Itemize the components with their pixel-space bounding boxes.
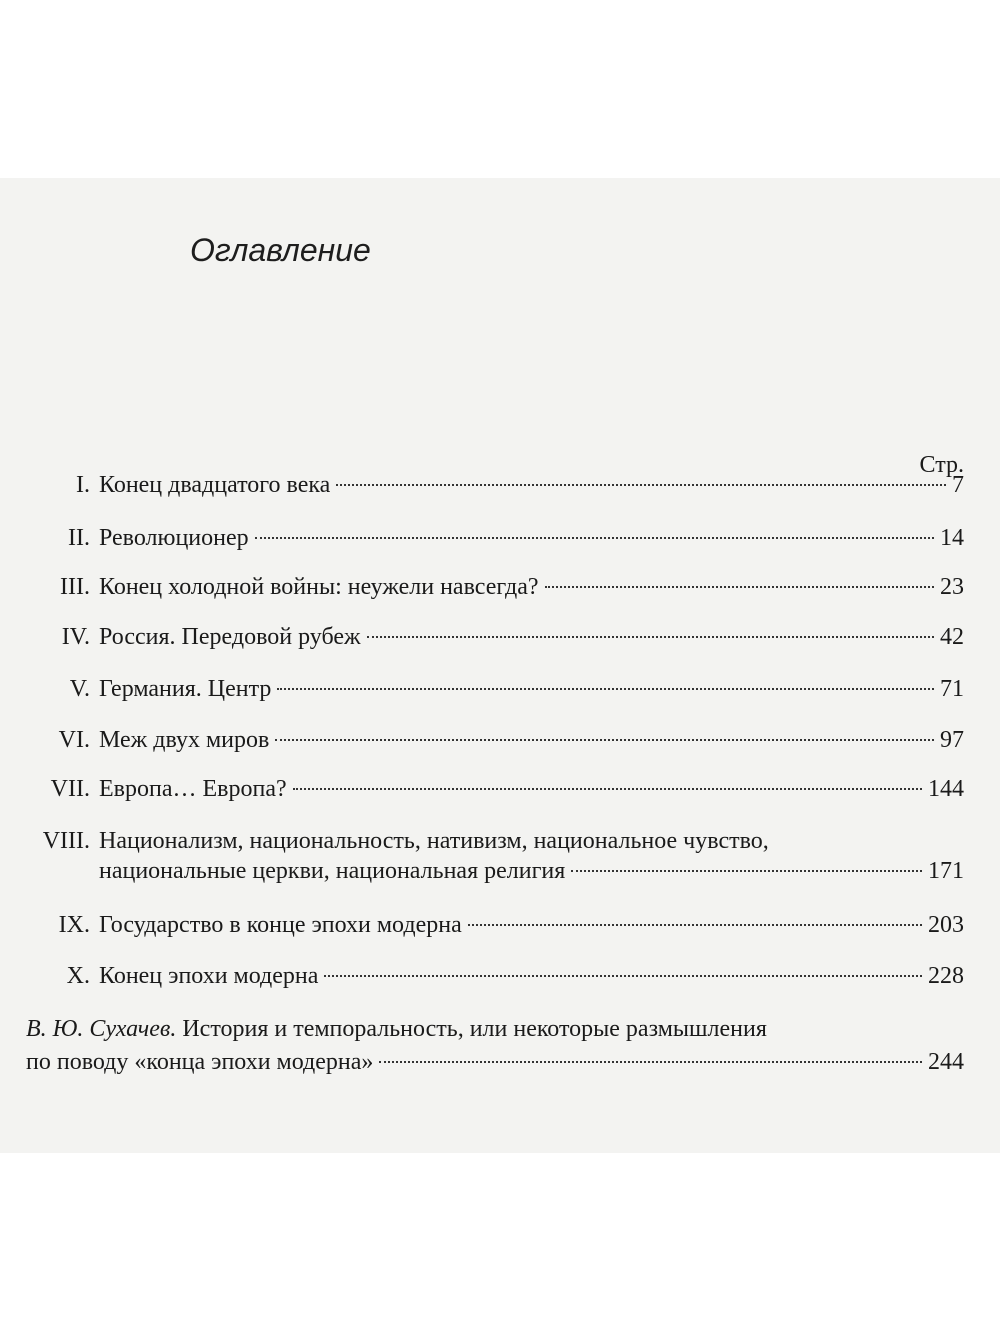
entry-number: IX.: [58, 912, 90, 938]
entry-number: X.: [66, 963, 90, 989]
entry-number: VIII.: [42, 828, 90, 854]
entry-title: Конец эпохи модерна: [99, 963, 319, 989]
dot-leader: [336, 484, 946, 486]
entry-page: 97: [940, 727, 964, 753]
entry-title: национальные церкви, национальная религия: [99, 858, 566, 884]
entry-page: 144: [928, 776, 964, 802]
dot-leader: [379, 1061, 922, 1063]
dot-leader: [324, 975, 922, 977]
afterword-author: В. Ю. Сухачев.: [26, 1016, 177, 1042]
entry-title: Россия. Передовой рубеж: [99, 624, 361, 650]
entry-page: 42: [940, 624, 964, 650]
afterword-page: 244: [928, 1049, 964, 1075]
dot-leader: [293, 788, 922, 790]
entry-page: 171: [928, 858, 964, 884]
entry-number: I.: [76, 472, 90, 498]
dot-leader: [571, 870, 922, 872]
dot-leader: [275, 739, 934, 741]
entry-title: Революционер: [99, 525, 249, 551]
entry-number: VI.: [58, 727, 90, 753]
entry-page: 14: [940, 525, 964, 551]
toc-heading: Оглавление: [190, 232, 371, 268]
entry-number: VII.: [50, 776, 90, 802]
afterword-title-line1: История и темпоральность, или некоторые размышления: [176, 1016, 767, 1042]
entry-number: III.: [60, 574, 90, 600]
entry-page: 203: [928, 912, 964, 938]
dot-leader: [367, 636, 934, 638]
dot-leader: [468, 924, 922, 926]
dot-leader: [277, 688, 934, 690]
entry-number: V.: [69, 676, 90, 702]
entry-page: 228: [928, 963, 964, 989]
entry-title: Государство в конце эпохи модерна: [99, 912, 462, 938]
entry-number: II.: [68, 525, 90, 551]
book-page: [0, 178, 1000, 1153]
afterword-title: по поводу «конца эпохи модерна»: [26, 1049, 374, 1075]
entry-title: Европа… Европа?: [99, 776, 287, 802]
entry-title: Германия. Центр: [99, 676, 272, 702]
entry-title: Конец холодной войны: неужели навсегда?: [99, 574, 539, 600]
entry-page: 23: [940, 574, 964, 600]
dot-leader: [255, 537, 934, 539]
entry-page: 71: [940, 676, 964, 702]
page-column-label: Стр.: [919, 452, 964, 478]
dot-leader: [545, 586, 934, 588]
entry-page: 7: [952, 472, 964, 498]
entry-title: Конец двадцатого века: [99, 472, 331, 498]
entry-number: IV.: [61, 624, 90, 650]
entry-title-line1: Национализм, национальность, нативизм, национальное чувство,: [99, 828, 769, 854]
entry-title: Меж двух миров: [99, 727, 270, 753]
